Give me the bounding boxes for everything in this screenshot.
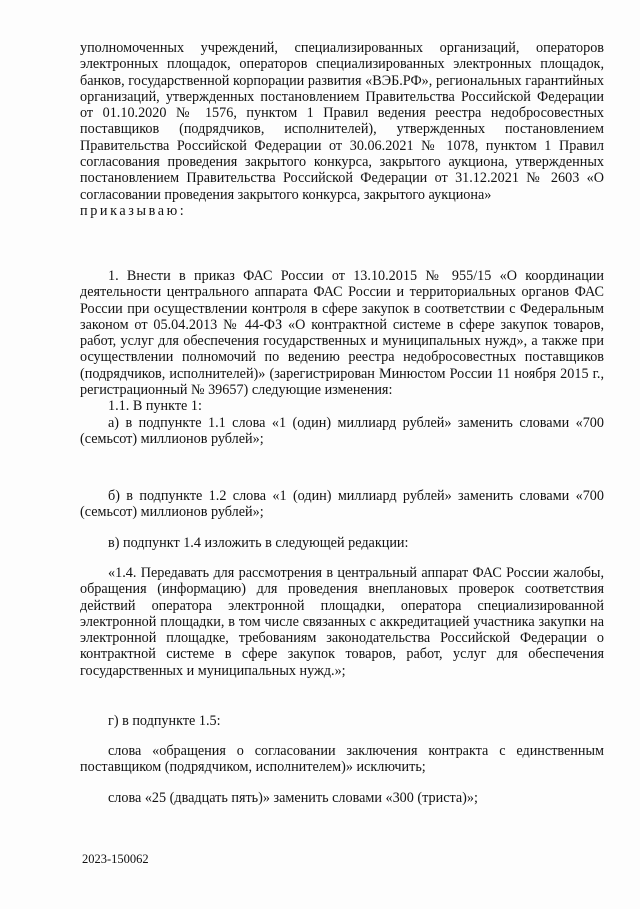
item-1-4-block [80,565,604,679]
item-1-paragraph: 1. Внести в приказ ФАС России от 13.10.2015 № 955/15 «О координации деятельности центрального аппарата ФАС России и территориальных органов ФАС России при осуществлении контроля в сфере закупок в соответствии с Федеральным законом от 05.04.2013 № 44-ФЗ «О контрактной системе в сфере закупок товаров, работ, услуг для обеспечения государственных и муниципальных нужд», а также при осуществлении полномочий по ведению реестра недобросовестных поставщиков (подрядчиков, исполнителей)» (зарегистрирован Минюстом России 11 ноября 2015 г., регистрационный № 39657) следующие изменения: [80,268,604,399]
item-1-4-paragraph: «1.4. Передавать для рассмотрения в центральный аппарат ФАС России жалобы, обращения (информацию) для проведения внеплановых проверок соответствия действий оператора электронной площадки, оператора специализированной электронной площадки, в том числе связанных с аккредитацией участника закупки на электронной площадке, требованиям законодательства Российской Федерации о контрактной системе в сфере закупок товаров, работ, услуг для обеспечения государственных и муниципальных нужд.»; [80,565,604,679]
item-g-paragraph: г) в подпункте 1.5: [108,713,221,729]
item-b-paragraph: б) в подпункте 1.2 слова «1 (один) миллиард рублей» заменить словами «700 (семьсот) миллионов рублей»; [80,488,604,521]
order-word: приказываю: [80,202,187,219]
item-g2-block [80,790,604,806]
item-g-block [80,713,604,729]
item-v-paragraph: в) подпункт 1.4 изложить в следующей редакции: [108,535,409,551]
intro-paragraph: уполномоченных учреждений, специализированных организаций, операторов электронных площадок, операторов специализированных электронных площадок, банков, государственной корпорации развития «ВЭБ.РФ», региональных гарантийных организаций, утвержденных постановлением Правительства Российской Федерации от 01.10.2020 № 1576, пунктом 1 Правил ведения реестра недобросовестных поставщиков (подрядчиков, исполнителей), утвержденных постановлением Правительства Российской Федерации от 30.06.2021 № 1078, пунктом 1 Правил согласования проведения закрытого конкурса, закрытого аукциона, утвержденных постановлением Правительства Российской Федерации от 31.12.2021 № 2603 «О согласовании проведения закрытого конкурса, закрытого аукциона» [80,40,604,203]
item-1-block [80,268,604,447]
intro-block [80,40,604,219]
item-v-block [80,535,604,551]
item-g1-paragraph: слова «обращения о согласовании заключения контракта с единственным поставщиком (подрядчиком, исполнителем)» исключить; [80,743,604,776]
item-a-paragraph: а) в подпункте 1.1 слова «1 (один) миллиард рублей» заменить словами «700 (семьсот) миллионов рублей»; [80,414,604,447]
item-g2-paragraph: слова «25 (двадцать пять)» заменить словами «300 (триста)»; [108,790,478,806]
item-b-block [80,488,604,521]
item-g1-block [80,743,604,776]
document-number: 2023-150062 [82,852,149,866]
item-1-1-paragraph: 1.1. В пункте 1: [108,398,202,415]
